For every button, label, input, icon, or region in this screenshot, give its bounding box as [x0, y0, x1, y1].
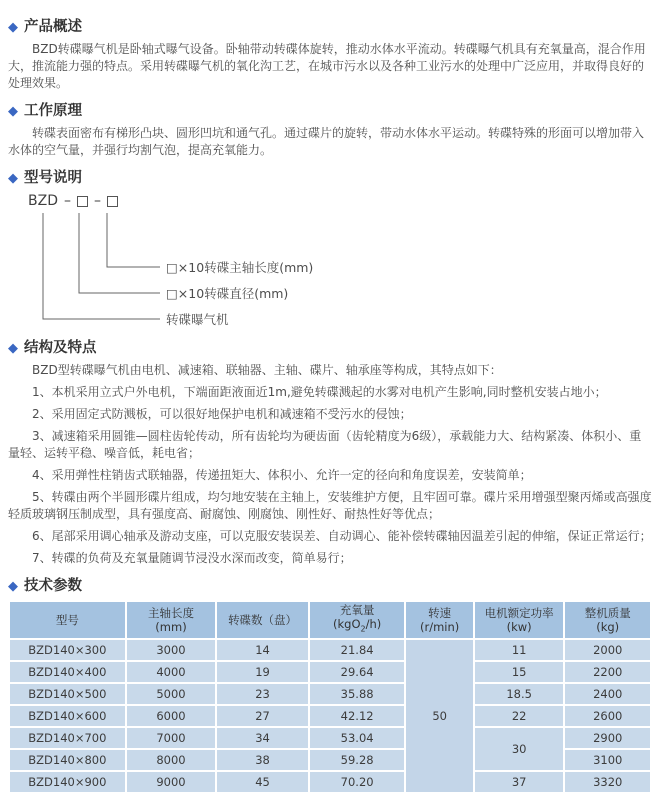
cell-model: BZD140×800 — [10, 750, 125, 770]
cell-shaft: 5000 — [127, 684, 216, 704]
col-header-shaft-length: 主轴长度 (mm) — [127, 602, 216, 638]
table-row — [10, 662, 650, 682]
model-code-diagram — [8, 191, 652, 329]
cell-oxygen: 21.84 — [310, 640, 405, 660]
cell-disc: 19 — [217, 662, 308, 682]
feature-item-5: 5、转碟由两个半圆形碟片组成，均匀地安装在主轴上，安装维护方便，且牢固可靠。碟片采用增强型聚丙烯或高强度轻质玻璃钢压制成型，具有强度高、耐腐蚀、刚腐蚀、刚性好、耐热性好等优点； — [8, 490, 652, 521]
cell-weight: 2600 — [565, 706, 650, 726]
diamond-icon: ◆ — [8, 19, 18, 35]
cell-disc: 23 — [217, 684, 308, 704]
table-header-row — [10, 602, 650, 638]
section-heading-params — [8, 577, 652, 595]
col-header-oxygen: 充氧量 (kgO$_2$/h) — [310, 602, 405, 638]
diamond-icon: ◆ — [8, 170, 18, 186]
cell-shaft: 8000 — [127, 750, 216, 770]
cell-power-merged: 30 — [475, 728, 564, 770]
cell-weight: 3320 — [565, 772, 650, 792]
table-row — [10, 728, 650, 748]
section-title: 技术参数 — [24, 578, 82, 594]
cell-model: BZD140×700 — [10, 728, 125, 748]
section-title: 工作原理 — [24, 103, 82, 119]
col-header-speed: 转速 (r/min) — [406, 602, 472, 638]
feature-item-4: 4、采用弹性柱销齿式联轴器，传递扭矩大、体积小、允许一定的径向和角度误差，安装简单； — [32, 468, 532, 482]
cell-model: BZD140×900 — [10, 772, 125, 792]
cell-shaft: 4000 — [127, 662, 216, 682]
diamond-icon: ◆ — [8, 103, 18, 119]
cell-disc: 14 — [217, 640, 308, 660]
cell-model: BZD140×500 — [10, 684, 125, 704]
table-row — [10, 772, 650, 792]
cell-weight: 2400 — [565, 684, 650, 704]
section-heading-structure — [8, 339, 652, 357]
table-row — [10, 640, 650, 660]
cell-weight: 2900 — [565, 728, 650, 748]
cell-shaft: 6000 — [127, 706, 216, 726]
placeholder-box-icon — [77, 196, 88, 207]
cell-oxygen: 35.88 — [310, 684, 405, 704]
section-heading-overview — [8, 18, 652, 36]
dash: – — [63, 193, 71, 209]
diagram-label-name: 转碟曝气机 — [166, 312, 229, 327]
cell-oxygen: 42.12 — [310, 706, 405, 726]
technical-parameters-table — [8, 600, 652, 794]
cell-weight: 2200 — [565, 662, 650, 682]
cell-disc: 38 — [217, 750, 308, 770]
cell-power: 11 — [475, 640, 564, 660]
overview-paragraph: BZD转碟曝气机是卧轴式曝气设备。卧轴带动转碟体旋转，推动水体水平流动。转碟曝气机具有充氧量高，混合作用大，推流能力强的特点。采用转碟曝气机的氧化沟工艺，在城市污水以及各种工业污水的处理中广泛应用，并取得良好的处理效果。 — [8, 42, 646, 90]
cell-disc: 34 — [217, 728, 308, 748]
diamond-icon: ◆ — [8, 340, 18, 356]
cell-oxygen: 59.28 — [310, 750, 405, 770]
cell-power: 37 — [475, 772, 564, 792]
cell-model: BZD140×400 — [10, 662, 125, 682]
diamond-icon: ◆ — [8, 578, 18, 594]
cell-weight: 2000 — [565, 640, 650, 660]
model-prefix: BZD — [28, 193, 58, 209]
section-heading-principle — [8, 102, 652, 120]
cell-shaft: 9000 — [127, 772, 216, 792]
feature-item-1: 1、本机采用立式户外电机，下端面距液面近1m,避免转碟溅起的水雾对电机产生影响,同时整机安装占地小； — [32, 385, 607, 399]
cell-power: 15 — [475, 662, 564, 682]
cell-power: 22 — [475, 706, 564, 726]
model-code-formula — [28, 193, 118, 210]
principle-paragraph: 转碟表面密布有梯形凸块、圆形凹坑和通气孔。通过碟片的旋转，带动水体水平运动。转碟特殊的形面可以增加带入水体的空气量，并强行均割气泡，提高充氧能力。 — [8, 126, 645, 157]
connector-lines — [8, 191, 652, 329]
cell-oxygen: 53.04 — [310, 728, 405, 748]
feature-item-7: 7、转碟的负荷及充氧量随调节浸没水深而改变，简单易行； — [32, 551, 352, 565]
section-title: 结构及特点 — [24, 340, 97, 356]
diagram-label-shaft-length: □×10转碟主轴长度(mm) — [166, 260, 314, 275]
placeholder-box-icon — [107, 196, 118, 207]
cell-oxygen: 70.20 — [310, 772, 405, 792]
cell-disc: 27 — [217, 706, 308, 726]
col-header-disc-count: 转碟数（盘） — [217, 602, 308, 638]
feature-item-6: 6、尾部采用调心轴承及游动支座，可以克服安装误差、自动调心、能补偿转碟轴因温差引起的伸缩，保证正常运行； — [32, 529, 652, 543]
diagram-label-diameter: □×10转碟直径(mm) — [166, 286, 289, 301]
cell-weight: 3100 — [565, 750, 650, 770]
table-row — [10, 684, 650, 704]
feature-item-3: 3、减速箱采用圆锥—圆柱齿轮传动，所有齿轮均为硬齿面（齿轮精度为6级），承载能力大、结构紧凑、体积小、重量轻、运转平稳、噪音低，耗电省； — [8, 429, 642, 460]
feature-item-2: 2、采用固定式防溅板，可以很好地保护电机和减速箱不受污水的侵蚀； — [32, 407, 412, 421]
cell-power: 18.5 — [475, 684, 564, 704]
cell-shaft: 3000 — [127, 640, 216, 660]
cell-disc: 45 — [217, 772, 308, 792]
cell-model: BZD140×300 — [10, 640, 125, 660]
structure-intro: BZD型转碟曝气机由电机、减速箱、联轴器、主轴、碟片、轴承座等构成，其特点如下： — [32, 363, 502, 377]
section-title: 型号说明 — [24, 170, 82, 186]
cell-oxygen: 29.64 — [310, 662, 405, 682]
col-header-power: 电机额定功率 (kw) — [475, 602, 564, 638]
col-header-model: 型号 — [10, 602, 125, 638]
table-row — [10, 706, 650, 726]
cell-model: BZD140×600 — [10, 706, 125, 726]
section-heading-model — [8, 169, 652, 187]
cell-speed-merged: 50 — [406, 640, 472, 792]
section-title: 产品概述 — [24, 19, 82, 35]
col-header-weight: 整机质量 (kg) — [565, 602, 650, 638]
cell-shaft: 7000 — [127, 728, 216, 748]
dash: – — [93, 193, 101, 209]
